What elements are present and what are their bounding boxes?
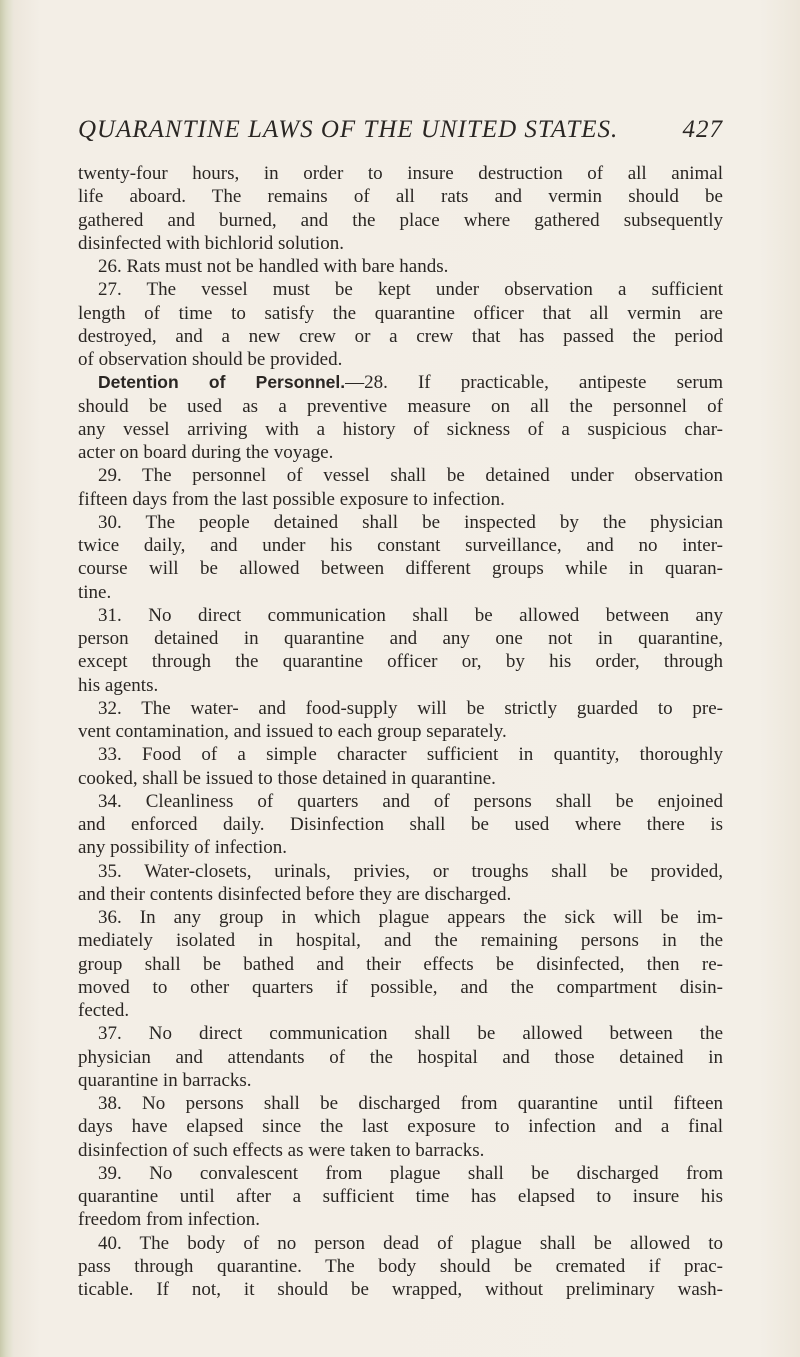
line-text: 27. The vessel must be kept under observation a sufficient: [98, 279, 723, 301]
text-line: [78, 557, 723, 580]
text-line: [78, 162, 723, 185]
text-line: [78, 232, 723, 255]
line-text: tine.: [78, 581, 112, 603]
text-line: [78, 534, 723, 557]
line-text: ticable. If not, it should be wrapped, without preliminary wash-: [78, 1279, 723, 1300]
line-text: destroyed, and a new crew or a crew that has passed the period: [78, 325, 723, 347]
text-line: [78, 255, 723, 278]
running-header: [78, 116, 723, 152]
text-line: [78, 1069, 723, 1092]
line-text: except through the quarantine officer or, by his order, through: [78, 651, 723, 673]
line-text: 31. No direct communication shall be allowed between any: [98, 604, 723, 626]
text-line: [78, 604, 723, 627]
text-line: [78, 1162, 723, 1185]
line-text: cooked, shall be issued to those detained in quarantine.: [78, 767, 496, 789]
text-line: [78, 906, 723, 929]
text-line: [78, 813, 723, 836]
text-line: [78, 1208, 723, 1231]
line-text: and enforced daily. Disinfection shall be used where there is: [78, 814, 723, 835]
line-text: 30. The people detained shall be inspected by the physician: [98, 511, 723, 533]
text-line: [78, 1232, 723, 1255]
line-text: and their contents disinfected before they are discharged.: [78, 883, 512, 905]
text-line: [78, 627, 723, 650]
line-text: gathered and burned, and the place where gathered subsequently: [78, 209, 723, 231]
line-text: 34. Cleanliness of quarters and of persons shall be enjoined: [98, 790, 723, 812]
text-line: [78, 976, 723, 999]
line-text: mediately isolated in hospital, and the remaining persons in the: [78, 930, 723, 952]
line-text: fected.: [78, 1000, 130, 1021]
text-line: [78, 1022, 723, 1045]
text-line: [78, 1092, 723, 1115]
line-text: quarantine in barracks.: [78, 1069, 252, 1091]
line-text: moved to other quarters if possible, and the compartment disin-: [78, 976, 723, 998]
line-text: 35. Water-closets, urinals, privies, or troughs shall be provided,: [98, 860, 723, 882]
line-text: of observation should be provided.: [78, 349, 343, 370]
text-line: [78, 650, 723, 673]
page-gutter-shadow: [0, 0, 14, 1357]
line-text: life aboard. The remains of all rats and vermin should be: [78, 186, 723, 208]
text-line: [78, 209, 723, 232]
page-number: 427: [682, 116, 723, 143]
line-text: 38. No persons shall be discharged from quarantine until fifteen: [98, 1093, 723, 1114]
line-text: acter on board during the voyage.: [78, 442, 334, 463]
text-line: [78, 441, 723, 464]
text-line: [78, 325, 723, 348]
text-line: [78, 1139, 723, 1162]
line-text: person detained in quarantine and any one not in quarantine,: [78, 628, 723, 649]
line-text: 29. The personnel of vessel shall be detained under observation: [98, 465, 723, 487]
text-line: [78, 1185, 723, 1208]
text-line: [78, 1046, 723, 1069]
line-text: 39. No convalescent from plague shall be discharged from: [98, 1162, 723, 1184]
line-text: any possibility of infection.: [78, 837, 287, 859]
section-heading-line: [78, 371, 723, 394]
line-text: should be used as a preventive measure on all the personnel of: [78, 395, 723, 417]
line-text: twenty-four hours, in order to insure destruction of all animal: [78, 163, 723, 184]
line-text: twice daily, and under his constant surveillance, and no inter-: [78, 535, 723, 556]
line-text: freedom from infection.: [78, 1209, 261, 1231]
line-text: 33. Food of a simple character sufficient in quantity, thoroughly: [98, 744, 723, 766]
text-line: [78, 674, 723, 697]
line-text: 26. Rats must not be handled with bare hands.: [98, 256, 449, 277]
text-line: [78, 1278, 723, 1301]
line-text: fifteen days from the last possible exposure to infection.: [78, 488, 505, 510]
text-line: [78, 743, 723, 766]
text-line: [78, 720, 723, 743]
line-text: any vessel arriving with a history of sickness of a suspicious char-: [78, 418, 723, 440]
text-line: [78, 418, 723, 441]
line-text: 36. In any group in which plague appears the sick will be im-: [98, 907, 723, 928]
text-line: [78, 185, 723, 208]
text-line: [78, 464, 723, 487]
line-text: —28. If practicable, antipeste serum: [345, 372, 723, 394]
line-text: vent contamination, and issued to each group separately.: [78, 721, 507, 742]
text-line: [78, 836, 723, 859]
text-line: [78, 767, 723, 790]
text-line: [78, 697, 723, 720]
text-line: [78, 953, 723, 976]
line-text: length of time to satisfy the quarantine officer that all vermin are: [78, 302, 723, 324]
text-line: [78, 929, 723, 952]
text-line: [78, 1115, 723, 1138]
text-line: [78, 1255, 723, 1278]
line-text: disinfection of such effects as were taken to barracks.: [78, 1139, 485, 1161]
line-text: days have elapsed since the last exposure to infection and a final: [78, 1116, 723, 1138]
line-text: his agents.: [78, 674, 159, 696]
line-text: physician and attendants of the hospital and those detained in: [78, 1046, 723, 1068]
text-line: [78, 488, 723, 511]
text-line: [78, 860, 723, 883]
text-line: [78, 581, 723, 604]
text-line: [78, 999, 723, 1022]
line-text: pass through quarantine. The body should be cremated if prac-: [78, 1255, 723, 1277]
text-line: [78, 278, 723, 301]
body-text: [78, 162, 723, 1301]
line-text: course will be allowed between different groups while in quaran-: [78, 558, 723, 580]
text-line: [78, 395, 723, 418]
text-line: [78, 790, 723, 813]
line-text: 37. No direct communication shall be allowed between the: [98, 1023, 723, 1045]
text-line: [78, 883, 723, 906]
line-text: quarantine until after a sufficient time has elapsed to insure his: [78, 1186, 723, 1207]
line-text: 40. The body of no person dead of plague shall be allowed to: [98, 1232, 723, 1254]
running-title: QUARANTINE LAWS OF THE UNITED STATES.: [78, 116, 619, 143]
text-line: [78, 511, 723, 534]
section-heading: Detention of Personnel.: [98, 372, 346, 393]
text-line: [78, 302, 723, 325]
line-text: disinfected with bichlorid solution.: [78, 232, 344, 254]
line-text: group shall be bathed and their effects be disinfected, then re-: [78, 953, 723, 975]
text-line: [78, 348, 723, 371]
line-text: 32. The water- and food-supply will be strictly guarded to pre-: [98, 697, 723, 719]
